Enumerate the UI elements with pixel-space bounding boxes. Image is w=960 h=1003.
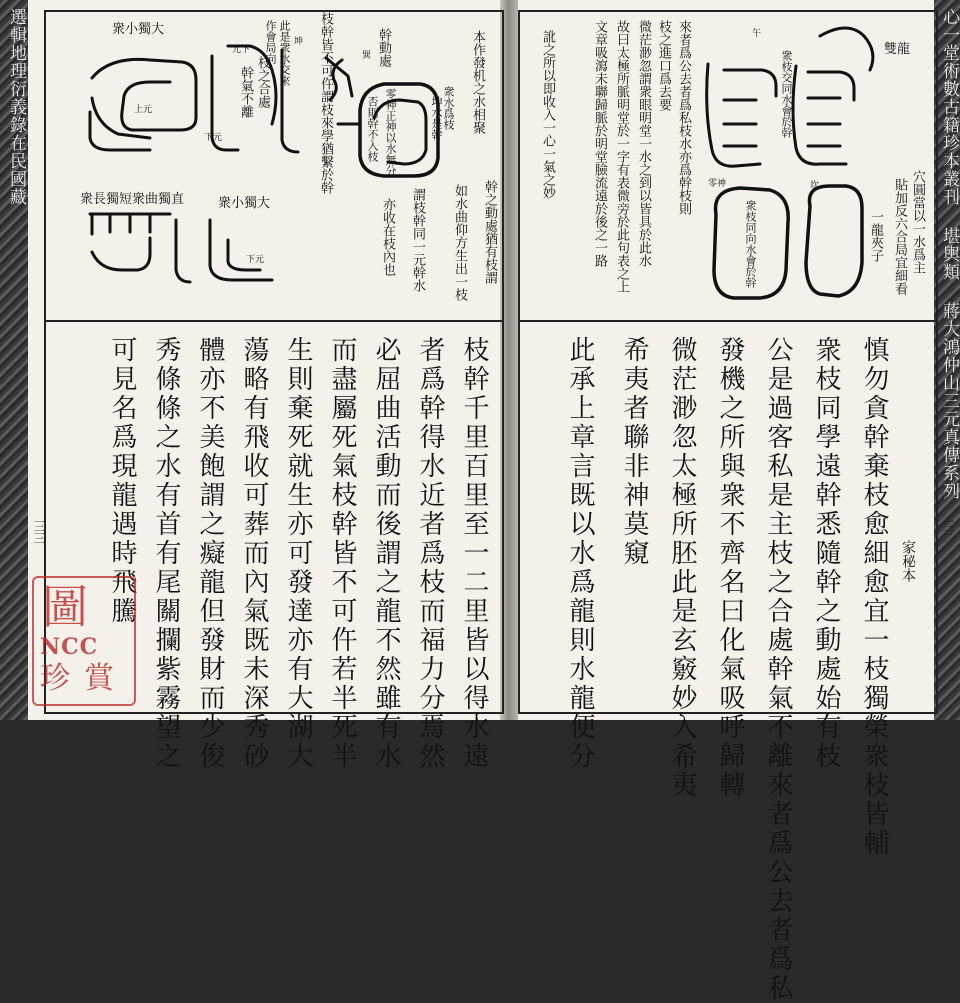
right-note-1: 枝之進口爲去要 [656, 20, 671, 111]
left-label-middle: 衆長獨短衆曲獨直 [80, 192, 185, 207]
left-caption-7: 衆水爲枝 [442, 86, 455, 130]
right-caption-1: 貼加反六合局宜細看 [892, 178, 907, 295]
left-caption-4: 幹氣不離 [238, 66, 253, 118]
stamp-letters: NCC [40, 634, 99, 660]
left-label-top: 衆小獨大 [112, 22, 165, 37]
left-label-bottom: 衆小獨大 [218, 196, 271, 211]
left-caption-10: 否則幹不入枝 [366, 96, 379, 162]
left-mark-4: 坤 [294, 37, 304, 47]
right-body-col-2: 公是過客私是主枝之合處幹氣不離來者爲公去者爲私 [763, 336, 793, 1003]
left-mark-5: 巽 [362, 51, 372, 61]
left-folio: 三三 [32, 520, 46, 544]
left-caption-9: 零神正神以水無分 [384, 88, 397, 176]
left-body-col-7: 秀條條之水有首有尾關攔紫霧望之 [151, 336, 181, 771]
left-mark-1: 下元 [204, 133, 223, 143]
left-caption-11: 幹之動處猶有枝謂 [482, 180, 497, 284]
right-caption-0: 穴圓當以一水爲主 [910, 170, 925, 274]
left-caption-3: 枝之合處 [255, 56, 270, 108]
right-note-4: 文章吸瀉未聯歸脈於明堂臉流遠於後之一路 [592, 20, 607, 267]
right-body-col-6: 此承上章言既以水爲龍則水龍便分 [565, 336, 595, 771]
right-body-col-1: 衆枝同學遠幹悉隨幹之動處始有枝 [811, 336, 841, 771]
right-caption-3: 一龍夾子 [868, 210, 883, 262]
left-spine-title: 選輯地理衍義錄在民國藏 [6, 8, 26, 206]
right-caption-2: 衆枝交同水會於幹 [780, 50, 793, 138]
right-note-2: 微茫渺忽謂衆眼明堂一水之到以皆具於此水 [636, 20, 651, 267]
right-note-5: 訛之所以即收入一心一氣之妙 [540, 30, 555, 199]
left-mark-2: 下元 [246, 255, 265, 265]
right-body-col-0: 慎勿貪幹棄枝愈細愈宜一枝獨榮衆枝皆輔 [859, 336, 889, 858]
right-folio: 三二 [941, 520, 955, 544]
left-caption-6: 枝幹皆不可仵謂枝來學猶繫於幹 [318, 12, 333, 194]
left-caption-2: 作會局向 [264, 20, 277, 64]
left-body-col-1: 者爲幹得水近者爲枝而福力分焉然 [415, 336, 445, 771]
left-caption-14: 亦收在枝內也 [380, 198, 395, 276]
right-header-tag: 家秘本 [900, 540, 916, 582]
library-stamp [32, 576, 136, 706]
left-caption-5: 幹動處 [376, 28, 391, 67]
left-caption-1: 此是衆水交來 [278, 20, 291, 86]
right-diagram-title: 雙龍 [884, 42, 911, 57]
left-body-col-2: 必屈曲活動而後謂之龍不然雖有水 [371, 336, 401, 771]
left-caption-0: 本作發机之水相聚 [470, 30, 485, 134]
right-note-3: 故曰太極所脈明堂於一字有表微旁於此句表之上 [614, 20, 629, 293]
stamp-text: 珍賞 [40, 661, 128, 696]
right-note-0: 來者爲公去者爲私枝水亦爲幹枝則 [676, 20, 691, 215]
left-body-col-3: 而盡屬死氣枝幹皆不可仵若半死半 [327, 336, 357, 771]
left-body-col-0: 枝幹千里百里至一二里皆以得水遠 [459, 336, 489, 771]
left-mark-3: 元下 [232, 45, 251, 55]
right-mark-2: 零神 [708, 179, 727, 189]
right-body-col-3: 發機之所與衆不齊名曰化氣吸呼歸轉 [715, 336, 745, 800]
stamp-logo-icon: 圖 [42, 580, 88, 634]
right-body-col-4: 微茫渺忽太極所胚此是玄竅妙入希夷 [667, 336, 697, 800]
left-body-col-6: 體亦不美飽謂之癡龍但發財而少俊 [195, 336, 225, 771]
right-caption-4: 衆枝同向水會於幹 [744, 200, 757, 288]
right-body-col-5: 希夷者聯非神莫窺 [619, 336, 649, 568]
right-mark-1: 坎 [810, 181, 820, 191]
left-caption-8: 坤水是幹 [430, 96, 443, 140]
left-caption-12: 如水曲仰方生出一枝 [452, 184, 467, 301]
right-spine-title: 心一堂術數古籍珍本叢刊 堪輿類 蔣大鴻仲山三元真傳系列 [939, 8, 959, 500]
left-body-col-4: 生則棄死就生亦可發達亦有大湖大 [283, 336, 313, 771]
left-body-col-8: 可見名爲現龍遇時飛騰 [107, 336, 137, 626]
right-mark-0: 午 [752, 29, 762, 39]
left-body-col-5: 蕩略有飛收可葬而內氣既未深秀砂 [239, 336, 269, 771]
left-caption-13: 謂枝幹同一元幹水 [410, 188, 425, 292]
left-mark-0: 上元 [134, 105, 153, 115]
